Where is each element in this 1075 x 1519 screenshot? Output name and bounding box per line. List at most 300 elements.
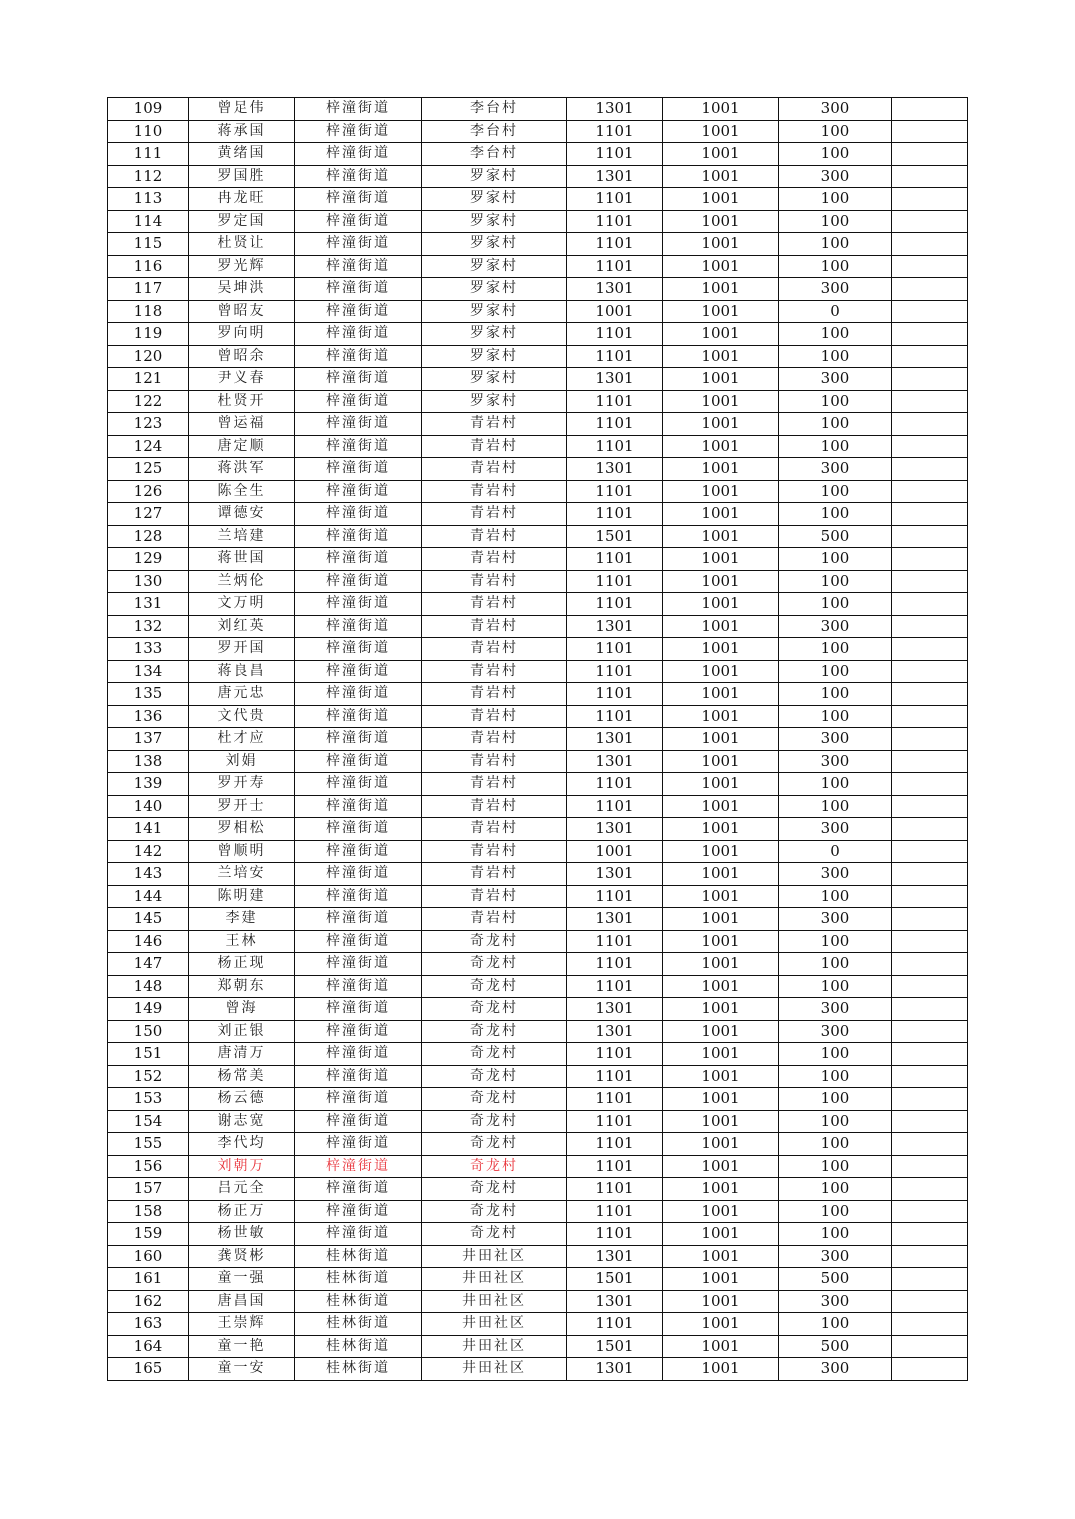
village-cell: 奇龙村 bbox=[422, 1223, 567, 1246]
row-number-cell: 159 bbox=[108, 1223, 189, 1246]
name-cell: 唐定顺 bbox=[189, 435, 295, 458]
table-row bbox=[108, 548, 968, 571]
street-cell: 梓潼街道 bbox=[295, 120, 422, 143]
code-a-cell: 1101 bbox=[567, 503, 663, 526]
remark-cell bbox=[892, 458, 968, 481]
village-cell: 青岩村 bbox=[422, 660, 567, 683]
name-cell: 童一强 bbox=[189, 1268, 295, 1291]
name-cell: 文代贵 bbox=[189, 705, 295, 728]
village-cell: 青岩村 bbox=[422, 615, 567, 638]
row-number-cell: 160 bbox=[108, 1245, 189, 1268]
row-number-cell: 133 bbox=[108, 638, 189, 661]
street-cell: 梓潼街道 bbox=[295, 525, 422, 548]
name-cell: 杨云德 bbox=[189, 1088, 295, 1111]
row-number-cell: 113 bbox=[108, 188, 189, 211]
code-b-cell: 1001 bbox=[663, 210, 779, 233]
amount-cell: 100 bbox=[779, 233, 892, 256]
remark-cell bbox=[892, 1178, 968, 1201]
village-cell: 奇龙村 bbox=[422, 1020, 567, 1043]
row-number-cell: 142 bbox=[108, 840, 189, 863]
street-cell: 梓潼街道 bbox=[295, 503, 422, 526]
name-cell: 罗向明 bbox=[189, 323, 295, 346]
code-a-cell: 1101 bbox=[567, 795, 663, 818]
remark-cell bbox=[892, 1245, 968, 1268]
table-row bbox=[108, 480, 968, 503]
street-cell: 桂林街道 bbox=[295, 1358, 422, 1381]
row-number-cell: 118 bbox=[108, 300, 189, 323]
table-row bbox=[108, 120, 968, 143]
code-b-cell: 1001 bbox=[663, 750, 779, 773]
table-row bbox=[108, 210, 968, 233]
village-cell: 李台村 bbox=[422, 143, 567, 166]
remark-cell bbox=[892, 1110, 968, 1133]
street-cell: 桂林街道 bbox=[295, 1290, 422, 1313]
street-cell: 梓潼街道 bbox=[295, 255, 422, 278]
amount-cell: 300 bbox=[779, 615, 892, 638]
street-cell: 梓潼街道 bbox=[295, 458, 422, 481]
code-b-cell: 1001 bbox=[663, 728, 779, 751]
amount-cell: 300 bbox=[779, 165, 892, 188]
village-cell: 青岩村 bbox=[422, 435, 567, 458]
street-cell: 梓潼街道 bbox=[295, 278, 422, 301]
row-number-cell: 134 bbox=[108, 660, 189, 683]
code-a-cell: 1101 bbox=[567, 1088, 663, 1111]
name-cell: 龚贤彬 bbox=[189, 1245, 295, 1268]
code-a-cell: 1101 bbox=[567, 773, 663, 796]
table-row bbox=[108, 458, 968, 481]
table-row bbox=[108, 863, 968, 886]
code-a-cell: 1101 bbox=[567, 1223, 663, 1246]
remark-cell bbox=[892, 998, 968, 1021]
name-cell: 杜贤开 bbox=[189, 390, 295, 413]
village-cell: 青岩村 bbox=[422, 705, 567, 728]
code-a-cell: 1501 bbox=[567, 525, 663, 548]
name-cell: 陈全生 bbox=[189, 480, 295, 503]
table-row bbox=[108, 345, 968, 368]
table-row bbox=[108, 1358, 968, 1381]
code-b-cell: 1001 bbox=[663, 1088, 779, 1111]
row-number-cell: 114 bbox=[108, 210, 189, 233]
table-row bbox=[108, 975, 968, 998]
remark-cell bbox=[892, 165, 968, 188]
remark-cell bbox=[892, 1335, 968, 1358]
code-b-cell: 1001 bbox=[663, 1155, 779, 1178]
code-a-cell: 1101 bbox=[567, 1043, 663, 1066]
village-cell: 奇龙村 bbox=[422, 1200, 567, 1223]
subsidy-table bbox=[107, 97, 968, 1381]
street-cell: 梓潼街道 bbox=[295, 818, 422, 841]
village-cell: 罗家村 bbox=[422, 300, 567, 323]
remark-cell bbox=[892, 705, 968, 728]
code-a-cell: 1101 bbox=[567, 143, 663, 166]
village-cell: 罗家村 bbox=[422, 165, 567, 188]
village-cell: 井田社区 bbox=[422, 1290, 567, 1313]
name-cell: 杨世敏 bbox=[189, 1223, 295, 1246]
amount-cell: 300 bbox=[779, 728, 892, 751]
street-cell: 梓潼街道 bbox=[295, 1155, 422, 1178]
table-row bbox=[108, 1178, 968, 1201]
village-cell: 李台村 bbox=[422, 120, 567, 143]
row-number-cell: 164 bbox=[108, 1335, 189, 1358]
remark-cell bbox=[892, 1290, 968, 1313]
code-b-cell: 1001 bbox=[663, 345, 779, 368]
name-cell: 蒋世国 bbox=[189, 548, 295, 571]
street-cell: 梓潼街道 bbox=[295, 660, 422, 683]
name-cell: 李代均 bbox=[189, 1133, 295, 1156]
amount-cell: 100 bbox=[779, 1200, 892, 1223]
street-cell: 梓潼街道 bbox=[295, 323, 422, 346]
row-number-cell: 132 bbox=[108, 615, 189, 638]
village-cell: 井田社区 bbox=[422, 1268, 567, 1291]
code-a-cell: 1301 bbox=[567, 615, 663, 638]
code-b-cell: 1001 bbox=[663, 1245, 779, 1268]
name-cell: 文万明 bbox=[189, 593, 295, 616]
name-cell: 杨常美 bbox=[189, 1065, 295, 1088]
amount-cell: 300 bbox=[779, 1245, 892, 1268]
code-b-cell: 1001 bbox=[663, 1043, 779, 1066]
amount-cell: 100 bbox=[779, 1133, 892, 1156]
village-cell: 青岩村 bbox=[422, 570, 567, 593]
amount-cell: 100 bbox=[779, 930, 892, 953]
amount-cell: 500 bbox=[779, 1335, 892, 1358]
row-number-cell: 136 bbox=[108, 705, 189, 728]
street-cell: 桂林街道 bbox=[295, 1268, 422, 1291]
table-row bbox=[108, 165, 968, 188]
street-cell: 梓潼街道 bbox=[295, 998, 422, 1021]
street-cell: 梓潼街道 bbox=[295, 210, 422, 233]
row-number-cell: 155 bbox=[108, 1133, 189, 1156]
remark-cell bbox=[892, 930, 968, 953]
village-cell: 青岩村 bbox=[422, 683, 567, 706]
row-number-cell: 149 bbox=[108, 998, 189, 1021]
remark-cell bbox=[892, 683, 968, 706]
amount-cell: 100 bbox=[779, 480, 892, 503]
table-row bbox=[108, 660, 968, 683]
table-row bbox=[108, 1313, 968, 1336]
code-b-cell: 1001 bbox=[663, 930, 779, 953]
table-row bbox=[108, 1245, 968, 1268]
street-cell: 桂林街道 bbox=[295, 1335, 422, 1358]
row-number-cell: 156 bbox=[108, 1155, 189, 1178]
street-cell: 梓潼街道 bbox=[295, 98, 422, 121]
street-cell: 梓潼街道 bbox=[295, 728, 422, 751]
row-number-cell: 130 bbox=[108, 570, 189, 593]
amount-cell: 100 bbox=[779, 975, 892, 998]
amount-cell: 300 bbox=[779, 1290, 892, 1313]
village-cell: 青岩村 bbox=[422, 638, 567, 661]
code-b-cell: 1001 bbox=[663, 1110, 779, 1133]
amount-cell: 100 bbox=[779, 953, 892, 976]
street-cell: 梓潼街道 bbox=[295, 1043, 422, 1066]
code-a-cell: 1001 bbox=[567, 840, 663, 863]
code-a-cell: 1301 bbox=[567, 278, 663, 301]
remark-cell bbox=[892, 503, 968, 526]
remark-cell bbox=[892, 300, 968, 323]
amount-cell: 100 bbox=[779, 1065, 892, 1088]
remark-cell bbox=[892, 345, 968, 368]
table-row bbox=[108, 1268, 968, 1291]
code-b-cell: 1001 bbox=[663, 885, 779, 908]
code-b-cell: 1001 bbox=[663, 795, 779, 818]
amount-cell: 100 bbox=[779, 1110, 892, 1133]
name-cell: 罗开士 bbox=[189, 795, 295, 818]
remark-cell bbox=[892, 255, 968, 278]
remark-cell bbox=[892, 615, 968, 638]
table-row bbox=[108, 638, 968, 661]
street-cell: 梓潼街道 bbox=[295, 1133, 422, 1156]
remark-cell bbox=[892, 660, 968, 683]
village-cell: 奇龙村 bbox=[422, 1178, 567, 1201]
code-b-cell: 1001 bbox=[663, 120, 779, 143]
row-number-cell: 123 bbox=[108, 413, 189, 436]
table-row bbox=[108, 908, 968, 931]
name-cell: 刘红英 bbox=[189, 615, 295, 638]
code-b-cell: 1001 bbox=[663, 255, 779, 278]
name-cell: 罗光辉 bbox=[189, 255, 295, 278]
amount-cell: 300 bbox=[779, 818, 892, 841]
table-row bbox=[108, 323, 968, 346]
name-cell: 谢志宽 bbox=[189, 1110, 295, 1133]
village-cell: 青岩村 bbox=[422, 840, 567, 863]
amount-cell: 500 bbox=[779, 525, 892, 548]
row-number-cell: 115 bbox=[108, 233, 189, 256]
name-cell: 童一安 bbox=[189, 1358, 295, 1381]
amount-cell: 100 bbox=[779, 503, 892, 526]
remark-cell bbox=[892, 98, 968, 121]
amount-cell: 100 bbox=[779, 1178, 892, 1201]
name-cell: 杨正现 bbox=[189, 953, 295, 976]
name-cell: 曾昭余 bbox=[189, 345, 295, 368]
row-number-cell: 154 bbox=[108, 1110, 189, 1133]
code-a-cell: 1101 bbox=[567, 390, 663, 413]
code-a-cell: 1101 bbox=[567, 120, 663, 143]
village-cell: 青岩村 bbox=[422, 773, 567, 796]
code-b-cell: 1001 bbox=[663, 1358, 779, 1381]
street-cell: 梓潼街道 bbox=[295, 570, 422, 593]
row-number-cell: 116 bbox=[108, 255, 189, 278]
code-b-cell: 1001 bbox=[663, 143, 779, 166]
remark-cell bbox=[892, 1133, 968, 1156]
code-b-cell: 1001 bbox=[663, 840, 779, 863]
name-cell: 唐元忠 bbox=[189, 683, 295, 706]
street-cell: 梓潼街道 bbox=[295, 863, 422, 886]
name-cell: 曾顺明 bbox=[189, 840, 295, 863]
amount-cell: 100 bbox=[779, 773, 892, 796]
remark-cell bbox=[892, 525, 968, 548]
street-cell: 梓潼街道 bbox=[295, 908, 422, 931]
name-cell: 兰炳伦 bbox=[189, 570, 295, 593]
remark-cell bbox=[892, 570, 968, 593]
street-cell: 梓潼街道 bbox=[295, 953, 422, 976]
name-cell: 曾昭友 bbox=[189, 300, 295, 323]
code-a-cell: 1301 bbox=[567, 1245, 663, 1268]
code-a-cell: 1101 bbox=[567, 1200, 663, 1223]
code-b-cell: 1001 bbox=[663, 683, 779, 706]
table-row bbox=[108, 1020, 968, 1043]
code-b-cell: 1001 bbox=[663, 818, 779, 841]
amount-cell: 100 bbox=[779, 435, 892, 458]
table-row bbox=[108, 1110, 968, 1133]
table-row bbox=[108, 953, 968, 976]
code-a-cell: 1101 bbox=[567, 210, 663, 233]
village-cell: 青岩村 bbox=[422, 458, 567, 481]
code-b-cell: 1001 bbox=[663, 525, 779, 548]
name-cell: 曾海 bbox=[189, 998, 295, 1021]
remark-cell bbox=[892, 413, 968, 436]
code-a-cell: 1101 bbox=[567, 885, 663, 908]
village-cell: 青岩村 bbox=[422, 728, 567, 751]
village-cell: 罗家村 bbox=[422, 345, 567, 368]
code-a-cell: 1101 bbox=[567, 593, 663, 616]
remark-cell bbox=[892, 953, 968, 976]
table-row bbox=[108, 1088, 968, 1111]
code-b-cell: 1001 bbox=[663, 660, 779, 683]
table-row bbox=[108, 795, 968, 818]
street-cell: 梓潼街道 bbox=[295, 300, 422, 323]
code-b-cell: 1001 bbox=[663, 548, 779, 571]
name-cell: 尹义春 bbox=[189, 368, 295, 391]
table-body bbox=[108, 98, 968, 1381]
code-b-cell: 1001 bbox=[663, 1313, 779, 1336]
code-b-cell: 1001 bbox=[663, 1020, 779, 1043]
amount-cell: 100 bbox=[779, 1313, 892, 1336]
row-number-cell: 150 bbox=[108, 1020, 189, 1043]
row-number-cell: 128 bbox=[108, 525, 189, 548]
code-b-cell: 1001 bbox=[663, 1335, 779, 1358]
village-cell: 青岩村 bbox=[422, 525, 567, 548]
street-cell: 梓潼街道 bbox=[295, 1020, 422, 1043]
row-number-cell: 135 bbox=[108, 683, 189, 706]
amount-cell: 500 bbox=[779, 1268, 892, 1291]
amount-cell: 100 bbox=[779, 1223, 892, 1246]
street-cell: 梓潼街道 bbox=[295, 773, 422, 796]
street-cell: 桂林街道 bbox=[295, 1313, 422, 1336]
table-row bbox=[108, 300, 968, 323]
code-a-cell: 1101 bbox=[567, 233, 663, 256]
table-row bbox=[108, 998, 968, 1021]
code-b-cell: 1001 bbox=[663, 503, 779, 526]
remark-cell bbox=[892, 728, 968, 751]
village-cell: 罗家村 bbox=[422, 390, 567, 413]
code-a-cell: 1301 bbox=[567, 863, 663, 886]
remark-cell bbox=[892, 1223, 968, 1246]
village-cell: 奇龙村 bbox=[422, 998, 567, 1021]
code-a-cell: 1301 bbox=[567, 368, 663, 391]
table-row bbox=[108, 1065, 968, 1088]
remark-cell bbox=[892, 1358, 968, 1381]
remark-cell bbox=[892, 908, 968, 931]
code-a-cell: 1301 bbox=[567, 908, 663, 931]
amount-cell: 300 bbox=[779, 1358, 892, 1381]
street-cell: 梓潼街道 bbox=[295, 930, 422, 953]
village-cell: 青岩村 bbox=[422, 863, 567, 886]
remark-cell bbox=[892, 975, 968, 998]
row-number-cell: 143 bbox=[108, 863, 189, 886]
village-cell: 井田社区 bbox=[422, 1358, 567, 1381]
remark-cell bbox=[892, 390, 968, 413]
amount-cell: 0 bbox=[779, 840, 892, 863]
code-b-cell: 1001 bbox=[663, 368, 779, 391]
amount-cell: 100 bbox=[779, 1155, 892, 1178]
code-b-cell: 1001 bbox=[663, 480, 779, 503]
street-cell: 梓潼街道 bbox=[295, 390, 422, 413]
village-cell: 奇龙村 bbox=[422, 1155, 567, 1178]
remark-cell bbox=[892, 278, 968, 301]
village-cell: 青岩村 bbox=[422, 413, 567, 436]
street-cell: 梓潼街道 bbox=[295, 435, 422, 458]
row-number-cell: 163 bbox=[108, 1313, 189, 1336]
remark-cell bbox=[892, 233, 968, 256]
table-row bbox=[108, 930, 968, 953]
remark-cell bbox=[892, 593, 968, 616]
name-cell: 曾运福 bbox=[189, 413, 295, 436]
amount-cell: 100 bbox=[779, 188, 892, 211]
table-row bbox=[108, 390, 968, 413]
row-number-cell: 161 bbox=[108, 1268, 189, 1291]
code-b-cell: 1001 bbox=[663, 773, 779, 796]
name-cell: 曾足伟 bbox=[189, 98, 295, 121]
street-cell: 梓潼街道 bbox=[295, 233, 422, 256]
street-cell: 梓潼街道 bbox=[295, 143, 422, 166]
row-number-cell: 129 bbox=[108, 548, 189, 571]
row-number-cell: 152 bbox=[108, 1065, 189, 1088]
table-row bbox=[108, 705, 968, 728]
table-row bbox=[108, 1155, 968, 1178]
table-row bbox=[108, 773, 968, 796]
code-b-cell: 1001 bbox=[663, 863, 779, 886]
street-cell: 桂林街道 bbox=[295, 1245, 422, 1268]
amount-cell: 100 bbox=[779, 683, 892, 706]
code-b-cell: 1001 bbox=[663, 975, 779, 998]
remark-cell bbox=[892, 840, 968, 863]
village-cell: 井田社区 bbox=[422, 1335, 567, 1358]
village-cell: 罗家村 bbox=[422, 255, 567, 278]
code-a-cell: 1301 bbox=[567, 98, 663, 121]
code-a-cell: 1301 bbox=[567, 1290, 663, 1313]
street-cell: 梓潼街道 bbox=[295, 705, 422, 728]
name-cell: 王崇辉 bbox=[189, 1313, 295, 1336]
amount-cell: 100 bbox=[779, 705, 892, 728]
table-row bbox=[108, 885, 968, 908]
code-b-cell: 1001 bbox=[663, 1268, 779, 1291]
village-cell: 青岩村 bbox=[422, 593, 567, 616]
table-row bbox=[108, 1200, 968, 1223]
remark-cell bbox=[892, 1200, 968, 1223]
code-b-cell: 1001 bbox=[663, 998, 779, 1021]
row-number-cell: 112 bbox=[108, 165, 189, 188]
row-number-cell: 145 bbox=[108, 908, 189, 931]
amount-cell: 100 bbox=[779, 345, 892, 368]
street-cell: 梓潼街道 bbox=[295, 1065, 422, 1088]
street-cell: 梓潼街道 bbox=[295, 615, 422, 638]
remark-cell bbox=[892, 638, 968, 661]
code-b-cell: 1001 bbox=[663, 1223, 779, 1246]
code-b-cell: 1001 bbox=[663, 1290, 779, 1313]
table-row bbox=[108, 615, 968, 638]
amount-cell: 300 bbox=[779, 368, 892, 391]
code-b-cell: 1001 bbox=[663, 188, 779, 211]
amount-cell: 100 bbox=[779, 593, 892, 616]
table-row bbox=[108, 683, 968, 706]
code-a-cell: 1501 bbox=[567, 1268, 663, 1291]
name-cell: 王林 bbox=[189, 930, 295, 953]
code-a-cell: 1001 bbox=[567, 300, 663, 323]
remark-cell bbox=[892, 818, 968, 841]
table-row bbox=[108, 750, 968, 773]
amount-cell: 100 bbox=[779, 255, 892, 278]
remark-cell bbox=[892, 1088, 968, 1111]
amount-cell: 100 bbox=[779, 548, 892, 571]
